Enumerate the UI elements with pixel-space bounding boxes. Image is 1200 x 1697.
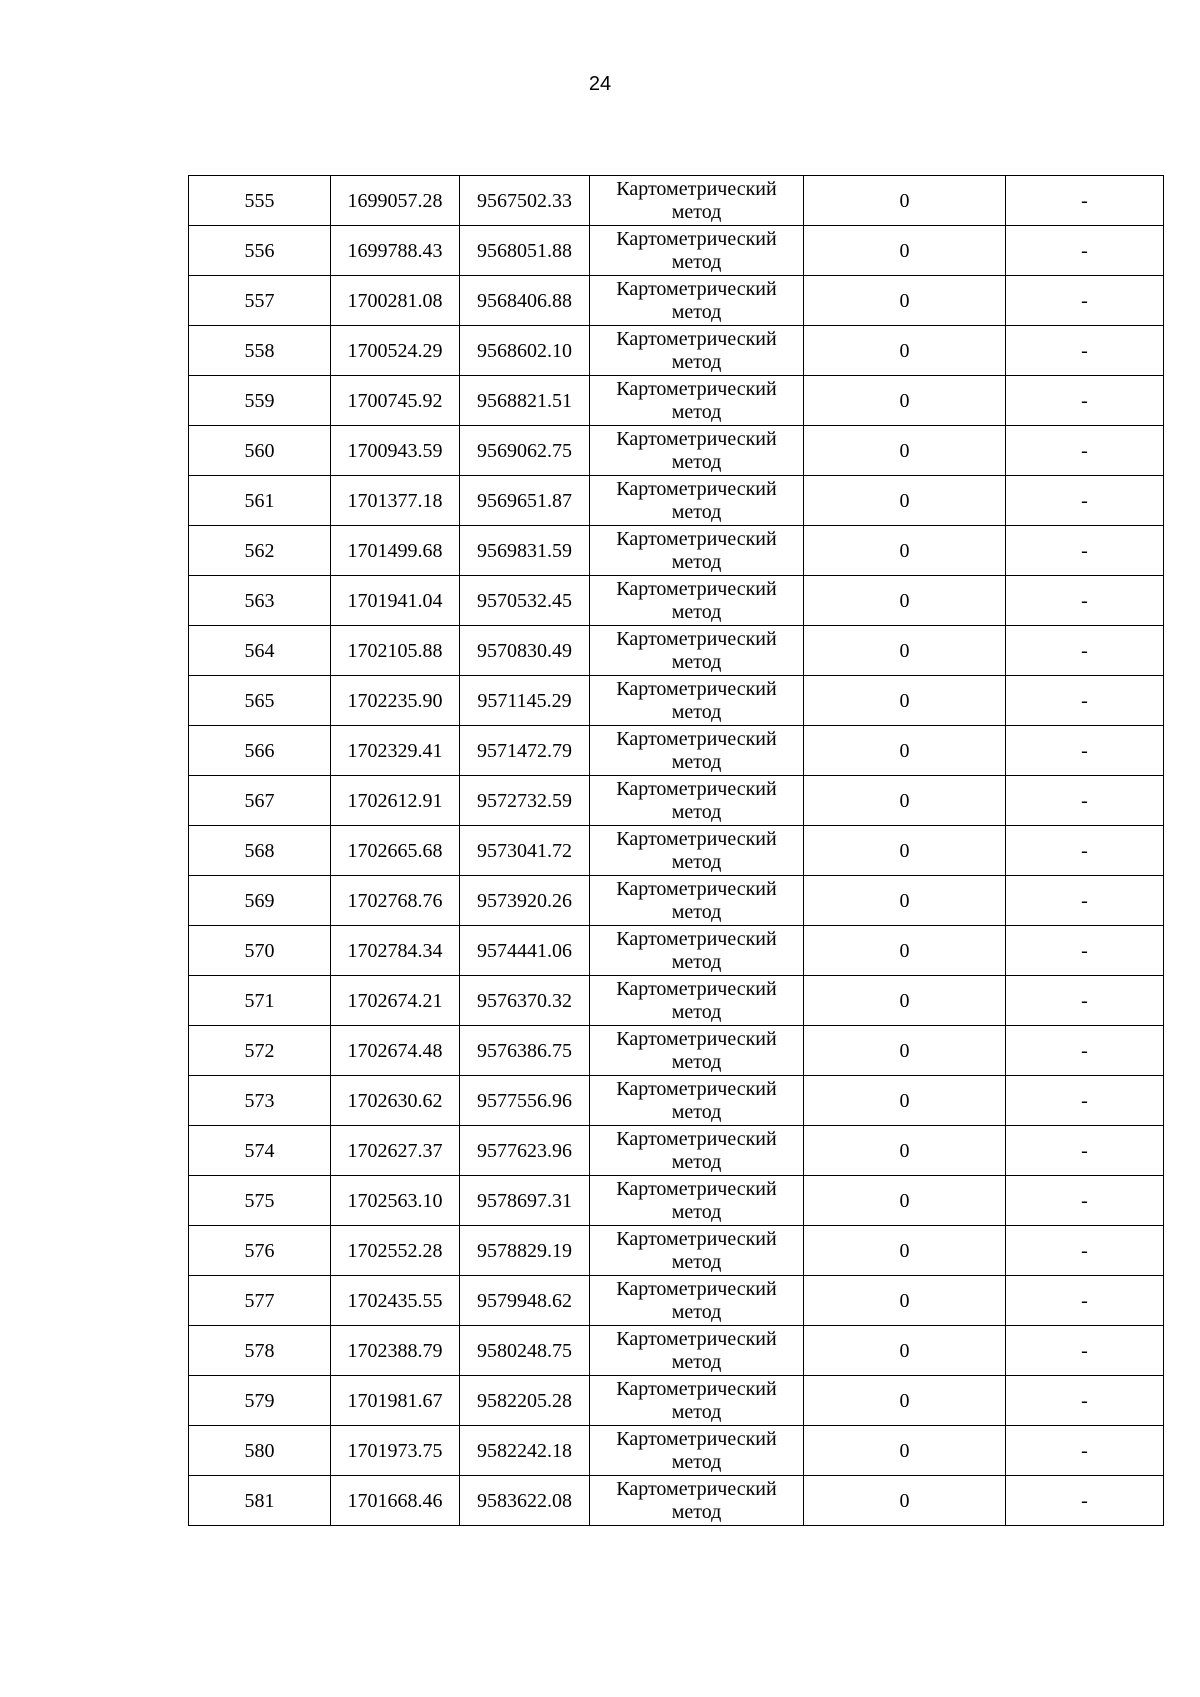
accuracy-cell: 0 (804, 176, 1006, 226)
method-cell: Картометрический метод (590, 676, 804, 726)
note-cell: - (1006, 826, 1164, 876)
note-cell: - (1006, 226, 1164, 276)
note-cell: - (1006, 1126, 1164, 1176)
table-row (189, 976, 1164, 1026)
note-cell: - (1006, 476, 1164, 526)
point-number-cell: 576 (189, 1226, 331, 1276)
table-row (189, 1126, 1164, 1176)
coordinate-y-cell: 9569831.59 (460, 526, 590, 576)
coordinate-y-cell: 9570830.49 (460, 626, 590, 676)
coordinate-y-cell: 9568821.51 (460, 376, 590, 426)
coordinate-y-cell: 9568602.10 (460, 326, 590, 376)
table-row (189, 676, 1164, 726)
coordinate-x-cell: 1702784.34 (331, 926, 460, 976)
coordinate-x-cell: 1702435.55 (331, 1276, 460, 1326)
coordinate-y-cell: 9569651.87 (460, 476, 590, 526)
accuracy-cell: 0 (804, 276, 1006, 326)
coordinate-y-cell: 9571472.79 (460, 726, 590, 776)
method-cell: Картометрический метод (590, 1276, 804, 1326)
coordinate-x-cell: 1702105.88 (331, 626, 460, 676)
point-number-cell: 562 (189, 526, 331, 576)
table-row (189, 326, 1164, 376)
coordinate-x-cell: 1702388.79 (331, 1326, 460, 1376)
method-cell: Картометрический метод (590, 526, 804, 576)
method-cell: Картометрический метод (590, 626, 804, 676)
point-number-cell: 574 (189, 1126, 331, 1176)
table-row (189, 1426, 1164, 1476)
coordinate-x-cell: 1702674.21 (331, 976, 460, 1026)
accuracy-cell: 0 (804, 1176, 1006, 1226)
point-number-cell: 560 (189, 426, 331, 476)
coordinate-x-cell: 1700943.59 (331, 426, 460, 476)
table-row (189, 1376, 1164, 1426)
accuracy-cell: 0 (804, 726, 1006, 776)
coordinate-x-cell: 1701981.67 (331, 1376, 460, 1426)
table-row (189, 226, 1164, 276)
note-cell: - (1006, 526, 1164, 576)
page-number: 24 (588, 73, 612, 95)
method-cell: Картометрический метод (590, 176, 804, 226)
accuracy-cell: 0 (804, 526, 1006, 576)
note-cell: - (1006, 1276, 1164, 1326)
accuracy-cell: 0 (804, 426, 1006, 476)
point-number-cell: 564 (189, 626, 331, 676)
accuracy-cell: 0 (804, 1376, 1006, 1426)
coordinate-y-cell: 9578829.19 (460, 1226, 590, 1276)
method-cell: Картометрический метод (590, 326, 804, 376)
method-cell: Картометрический метод (590, 426, 804, 476)
point-number-cell: 568 (189, 826, 331, 876)
note-cell: - (1006, 1076, 1164, 1126)
method-cell: Картометрический метод (590, 1126, 804, 1176)
coordinate-y-cell: 9582242.18 (460, 1426, 590, 1476)
point-number-cell: 572 (189, 1026, 331, 1076)
coordinate-x-cell: 1702674.48 (331, 1026, 460, 1076)
accuracy-cell: 0 (804, 626, 1006, 676)
note-cell: - (1006, 876, 1164, 926)
table-row (189, 626, 1164, 676)
accuracy-cell: 0 (804, 876, 1006, 926)
coordinate-y-cell: 9568406.88 (460, 276, 590, 326)
note-cell: - (1006, 576, 1164, 626)
point-number-cell: 571 (189, 976, 331, 1026)
coordinate-y-cell: 9577623.96 (460, 1126, 590, 1176)
table-row (189, 1226, 1164, 1276)
table-row (189, 376, 1164, 426)
coordinate-x-cell: 1701941.04 (331, 576, 460, 626)
coordinate-y-cell: 9574441.06 (460, 926, 590, 976)
note-cell: - (1006, 176, 1164, 226)
method-cell: Картометрический метод (590, 926, 804, 976)
coordinate-y-cell: 9576370.32 (460, 976, 590, 1026)
accuracy-cell: 0 (804, 576, 1006, 626)
method-cell: Картометрический метод (590, 476, 804, 526)
note-cell: - (1006, 1426, 1164, 1476)
accuracy-cell: 0 (804, 326, 1006, 376)
coordinate-y-cell: 9580248.75 (460, 1326, 590, 1376)
point-number-cell: 573 (189, 1076, 331, 1126)
method-cell: Картометрический метод (590, 876, 804, 926)
method-cell: Картометрический метод (590, 226, 804, 276)
point-number-cell: 581 (189, 1476, 331, 1526)
method-cell: Картометрический метод (590, 976, 804, 1026)
note-cell: - (1006, 976, 1164, 1026)
note-cell: - (1006, 1026, 1164, 1076)
coordinate-y-cell: 9582205.28 (460, 1376, 590, 1426)
note-cell: - (1006, 726, 1164, 776)
accuracy-cell: 0 (804, 1226, 1006, 1276)
coordinate-y-cell: 9573920.26 (460, 876, 590, 926)
coordinate-x-cell: 1702612.91 (331, 776, 460, 826)
coordinate-y-cell: 9577556.96 (460, 1076, 590, 1126)
coordinate-y-cell: 9579948.62 (460, 1276, 590, 1326)
table-row (189, 1026, 1164, 1076)
table-row (189, 476, 1164, 526)
coordinate-x-cell: 1702552.28 (331, 1226, 460, 1276)
accuracy-cell: 0 (804, 226, 1006, 276)
accuracy-cell: 0 (804, 1476, 1006, 1526)
accuracy-cell: 0 (804, 776, 1006, 826)
coordinate-x-cell: 1702630.62 (331, 1076, 460, 1126)
note-cell: - (1006, 776, 1164, 826)
note-cell: - (1006, 676, 1164, 726)
point-number-cell: 561 (189, 476, 331, 526)
coordinate-x-cell: 1702768.76 (331, 876, 460, 926)
accuracy-cell: 0 (804, 926, 1006, 976)
coordinate-x-cell: 1699057.28 (331, 176, 460, 226)
coordinate-y-cell: 9572732.59 (460, 776, 590, 826)
coordinate-x-cell: 1702665.68 (331, 826, 460, 876)
accuracy-cell: 0 (804, 976, 1006, 1026)
accuracy-cell: 0 (804, 376, 1006, 426)
note-cell: - (1006, 1326, 1164, 1376)
point-number-cell: 577 (189, 1276, 331, 1326)
method-cell: Картометрический метод (590, 776, 804, 826)
point-number-cell: 578 (189, 1326, 331, 1376)
point-number-cell: 556 (189, 226, 331, 276)
coordinate-y-cell: 9583622.08 (460, 1476, 590, 1526)
note-cell: - (1006, 1226, 1164, 1276)
accuracy-cell: 0 (804, 1326, 1006, 1376)
method-cell: Картометрический метод (590, 1076, 804, 1126)
accuracy-cell: 0 (804, 476, 1006, 526)
point-number-cell: 570 (189, 926, 331, 976)
accuracy-cell: 0 (804, 1026, 1006, 1076)
method-cell: Картометрический метод (590, 826, 804, 876)
accuracy-cell: 0 (804, 676, 1006, 726)
note-cell: - (1006, 376, 1164, 426)
table-row (189, 1476, 1164, 1526)
method-cell: Картометрический метод (590, 1426, 804, 1476)
coordinate-x-cell: 1701499.68 (331, 526, 460, 576)
coordinate-x-cell: 1702563.10 (331, 1176, 460, 1226)
coordinate-y-cell: 9576386.75 (460, 1026, 590, 1076)
coordinate-x-cell: 1700524.29 (331, 326, 460, 376)
coordinate-y-cell: 9568051.88 (460, 226, 590, 276)
coordinate-x-cell: 1699788.43 (331, 226, 460, 276)
method-cell: Картометрический метод (590, 726, 804, 776)
accuracy-cell: 0 (804, 1126, 1006, 1176)
method-cell: Картометрический метод (590, 276, 804, 326)
coordinate-x-cell: 1700745.92 (331, 376, 460, 426)
note-cell: - (1006, 1476, 1164, 1526)
coordinate-x-cell: 1701377.18 (331, 476, 460, 526)
note-cell: - (1006, 1376, 1164, 1426)
table-row (189, 726, 1164, 776)
point-number-cell: 555 (189, 176, 331, 226)
table-row (189, 926, 1164, 976)
accuracy-cell: 0 (804, 826, 1006, 876)
table-row (189, 1076, 1164, 1126)
coordinate-y-cell: 9578697.31 (460, 1176, 590, 1226)
coordinates-table-body (189, 176, 1164, 1526)
method-cell: Картометрический метод (590, 1226, 804, 1276)
point-number-cell: 565 (189, 676, 331, 726)
method-cell: Картометрический метод (590, 1326, 804, 1376)
coordinate-y-cell: 9573041.72 (460, 826, 590, 876)
point-number-cell: 575 (189, 1176, 331, 1226)
point-number-cell: 557 (189, 276, 331, 326)
method-cell: Картометрический метод (590, 1376, 804, 1426)
note-cell: - (1006, 926, 1164, 976)
table-row (189, 1176, 1164, 1226)
coordinate-x-cell: 1702627.37 (331, 1126, 460, 1176)
coordinate-y-cell: 9570532.45 (460, 576, 590, 626)
coordinates-table (188, 175, 1164, 1526)
method-cell: Картометрический метод (590, 1176, 804, 1226)
table-row (189, 776, 1164, 826)
coordinate-x-cell: 1702235.90 (331, 676, 460, 726)
table-row (189, 1326, 1164, 1376)
point-number-cell: 563 (189, 576, 331, 626)
table-row (189, 426, 1164, 476)
coordinate-x-cell: 1700281.08 (331, 276, 460, 326)
table-row (189, 526, 1164, 576)
table-row (189, 826, 1164, 876)
note-cell: - (1006, 426, 1164, 476)
method-cell: Картометрический метод (590, 1026, 804, 1076)
coordinate-y-cell: 9571145.29 (460, 676, 590, 726)
point-number-cell: 579 (189, 1376, 331, 1426)
method-cell: Картометрический метод (590, 376, 804, 426)
accuracy-cell: 0 (804, 1076, 1006, 1126)
point-number-cell: 566 (189, 726, 331, 776)
coordinate-x-cell: 1702329.41 (331, 726, 460, 776)
table-row (189, 576, 1164, 626)
table-row (189, 276, 1164, 326)
note-cell: - (1006, 626, 1164, 676)
point-number-cell: 580 (189, 1426, 331, 1476)
accuracy-cell: 0 (804, 1426, 1006, 1476)
coordinate-x-cell: 1701668.46 (331, 1476, 460, 1526)
accuracy-cell: 0 (804, 1276, 1006, 1326)
note-cell: - (1006, 1176, 1164, 1226)
coordinate-y-cell: 9567502.33 (460, 176, 590, 226)
table-row (189, 176, 1164, 226)
note-cell: - (1006, 326, 1164, 376)
method-cell: Картометрический метод (590, 1476, 804, 1526)
note-cell: - (1006, 276, 1164, 326)
coordinate-x-cell: 1701973.75 (331, 1426, 460, 1476)
point-number-cell: 558 (189, 326, 331, 376)
table-row (189, 876, 1164, 926)
point-number-cell: 567 (189, 776, 331, 826)
coordinate-y-cell: 9569062.75 (460, 426, 590, 476)
method-cell: Картометрический метод (590, 576, 804, 626)
point-number-cell: 569 (189, 876, 331, 926)
table-row (189, 1276, 1164, 1326)
point-number-cell: 559 (189, 376, 331, 426)
